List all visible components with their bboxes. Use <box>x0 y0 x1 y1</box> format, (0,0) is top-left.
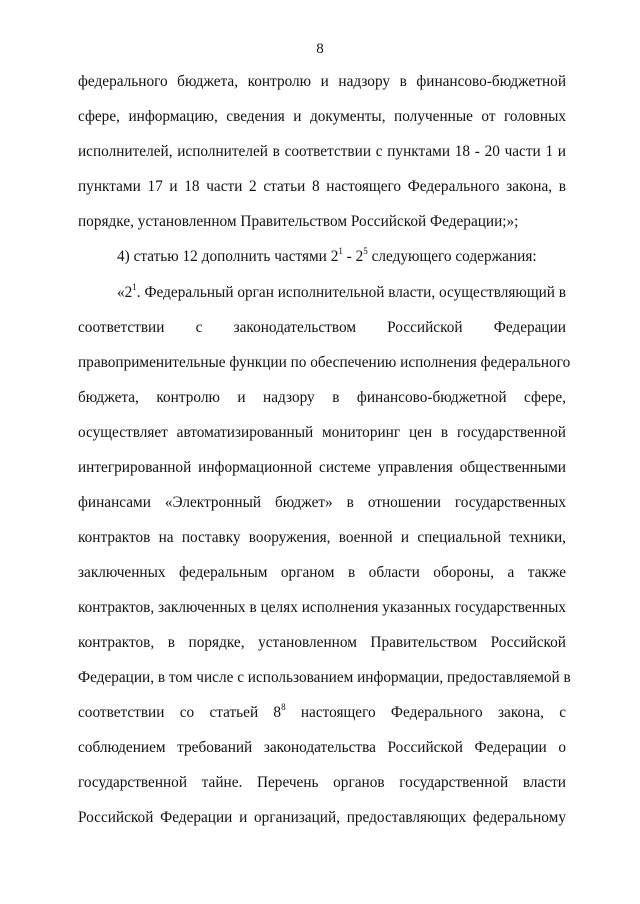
text-line: порядке, установленном Правительством Российской Федерации;»; <box>78 213 519 230</box>
text-line: интегрированной информационной системе управления общественными <box>78 459 566 476</box>
text-line: сфере, информацию, сведения и документы, полученные от головных <box>78 108 566 125</box>
text-line-with-superscript <box>117 247 537 267</box>
text-line: контрактов на поставку вооружения, военной и специальной техники, <box>78 529 566 546</box>
text-fragment: настоящего Федерального закона, с <box>285 704 567 721</box>
text-line: Федерации, в том числе с использованием информации, предоставляемой в <box>78 669 571 686</box>
text-line: исполнителей, исполнителей в соответствии с пунктами 18 - 20 части 1 и <box>78 143 566 160</box>
text-line: контрактов, заключенных в целях исполнения указанных государственных <box>78 599 566 616</box>
text-line: бюджета, контролю и надзору в финансово-бюджетной сфере, <box>78 389 566 406</box>
superscript: 1 <box>132 281 137 292</box>
text-line: соблюдением требований законодательства Российской Федерации о <box>78 739 566 756</box>
text-line-with-superscript <box>117 283 566 303</box>
text-line: федерального бюджета, контролю и надзору в финансово-бюджетной <box>78 73 566 90</box>
text-line: осуществляет автоматизированный мониторинг цен в государственной <box>78 424 566 441</box>
text-line: заключенных федеральным органом в области обороны, а также <box>78 564 566 581</box>
text-line: финансами «Электронный бюджет» в отношении государственных <box>78 494 566 511</box>
text-fragment: соответствии со статьей 8 <box>78 704 282 721</box>
text-line: правоприменительные функции по обеспечению исполнения федерального <box>78 354 571 371</box>
text-fragment: 4) статью 12 дополнить частями 2 <box>117 248 339 265</box>
superscript: 8 <box>281 701 286 712</box>
text-line: контрактов, в порядке, установленном Правительством Российской <box>78 634 566 651</box>
text-fragment: «2 <box>117 284 133 301</box>
text-line: пунктами 17 и 18 части 2 статьи 8 настоящего Федерального закона, в <box>78 178 566 195</box>
text-fragment: . Федеральный орган исполнительной власти, осуществляющий в <box>136 284 567 301</box>
text-fragment: - 2 <box>342 248 364 265</box>
superscript: 5 <box>363 245 368 256</box>
text-fragment: следующего содержания: <box>367 248 537 265</box>
page-number: 8 <box>316 41 324 57</box>
text-line-with-superscript <box>78 703 566 723</box>
superscript: 1 <box>338 245 343 256</box>
text-line: Российской Федерации и организаций, предоставляющих федеральному <box>78 809 566 826</box>
text-line: соответствии с законодательством Российской Федерации <box>78 319 566 336</box>
text-line: государственной тайне. Перечень органов государственной власти <box>78 774 566 791</box>
